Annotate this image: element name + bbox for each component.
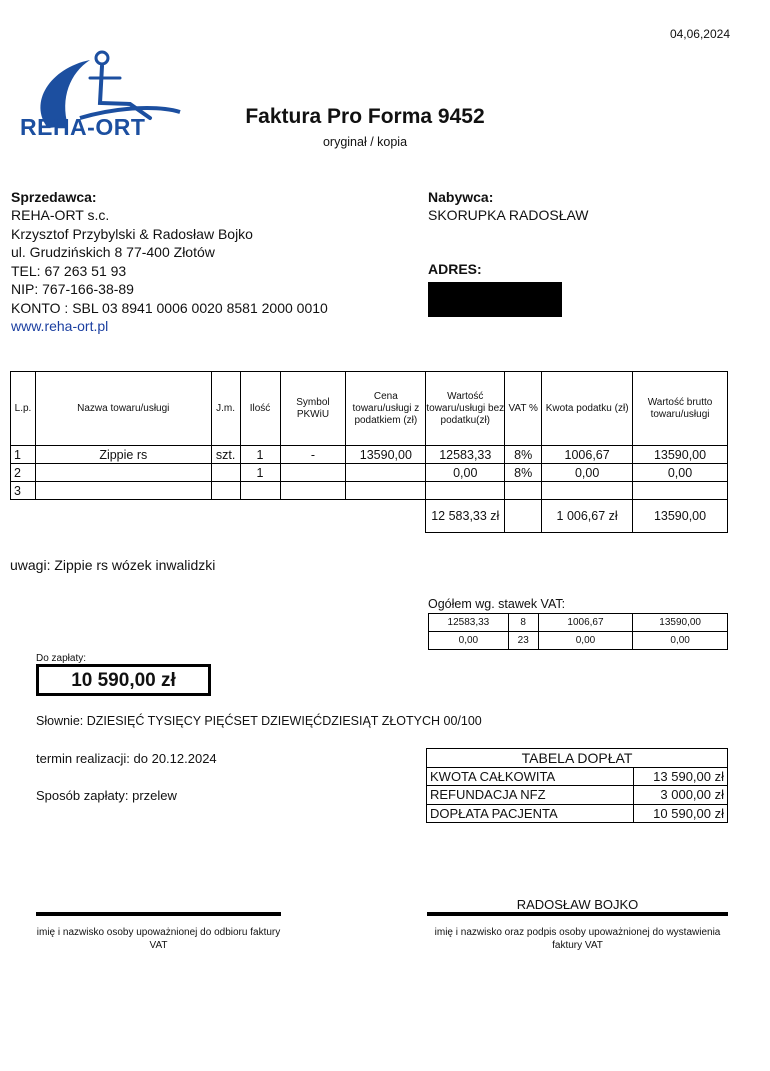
table-cell: 12583,33 <box>429 614 509 632</box>
table-cell: 0,00 <box>538 632 633 650</box>
table-cell: REFUNDACJA NFZ <box>427 786 634 805</box>
buyer-address-label: ADRES: <box>428 260 482 277</box>
logo-text: REHA-ORT <box>20 114 146 140</box>
vat-summary-table <box>428 613 728 650</box>
table-cell <box>505 482 542 500</box>
topup-title: TABELA DOPŁAT <box>427 749 728 768</box>
document-title: Faktura Pro Forma 9452 <box>245 105 485 128</box>
table-cell: 8 <box>508 614 538 632</box>
amount-in-words: Słownie: DZIESIĘĆ TYSIĘCY PIĘĆSET DZIEWIĘĆDZIESIĄT ZŁOTYCH 00/100 <box>36 714 482 728</box>
col-header: L.p. <box>11 372 36 446</box>
table-cell: 2 <box>11 464 36 482</box>
table-cell <box>240 482 280 500</box>
table-cell: 0,00 <box>633 632 728 650</box>
col-header: Kwota podatku (zł) <box>542 372 633 446</box>
redacted-address <box>428 282 562 317</box>
table-cell: 12583,33 <box>426 446 505 464</box>
issuer-signature-caption: imię i nazwisko oraz podpis osoby upoważnionej do wystawienia faktury VAT <box>434 927 721 951</box>
table-row <box>11 482 728 500</box>
col-header: Wartość towaru/usługi bez podatku(zł) <box>426 372 505 446</box>
table-row <box>11 464 728 482</box>
amount-due-value: 10 590,00 zł <box>36 664 211 696</box>
table-row <box>427 804 728 823</box>
table-cell: 23 <box>508 632 538 650</box>
total-tax: 1 006,67 zł <box>542 500 633 533</box>
col-header: Wartość brutto towaru/usługi <box>633 372 728 446</box>
table-cell <box>280 482 346 500</box>
blank-cell <box>505 500 542 533</box>
table-cell: 10 590,00 zł <box>634 804 728 823</box>
payment-method: Sposób zapłaty: przelew <box>36 788 177 803</box>
col-header: VAT % <box>505 372 542 446</box>
seller-block <box>11 189 411 336</box>
table-cell: 3 <box>11 482 36 500</box>
topup-header-row <box>427 749 728 768</box>
topup-table <box>426 748 728 823</box>
items-header-row <box>11 372 728 446</box>
seller-website-link[interactable]: www.reha-ort.pl <box>11 318 109 334</box>
table-cell <box>35 482 211 500</box>
amount-due-label: Do zapłaty: <box>36 653 87 664</box>
table-cell <box>211 482 240 500</box>
table-cell: 1 <box>240 464 280 482</box>
col-header: Cena towaru/usługi z podatkiem (zł) <box>346 372 426 446</box>
col-header: J.m. <box>211 372 240 446</box>
table-cell <box>346 482 426 500</box>
col-header: Nazwa towaru/usługi <box>35 372 211 446</box>
table-cell: 0,00 <box>633 464 728 482</box>
seller-line: KONTO : SBL 03 8941 0006 0020 8581 2000 0010 <box>11 299 328 316</box>
table-cell <box>280 464 346 482</box>
issuer-signature-line <box>427 912 728 916</box>
table-cell: 1006,67 <box>542 446 633 464</box>
table-cell: KWOTA CAŁKOWITA <box>427 767 634 786</box>
buyer-name: SKORUPKA RADOSŁAW <box>428 207 589 223</box>
table-cell <box>35 464 211 482</box>
issuer-name: RADOSŁAW BOJKO <box>516 897 639 912</box>
table-cell: 3 000,00 zł <box>634 786 728 805</box>
table-cell: 1 <box>11 446 36 464</box>
table-cell <box>211 464 240 482</box>
delivery-term: termin realizacji: do 20.12.2024 <box>36 751 217 766</box>
table-cell: 0,00 <box>429 632 509 650</box>
table-cell <box>426 482 505 500</box>
notes: uwagi: Zippie rs wózek inwalidzki <box>10 557 216 573</box>
seller-label: Sprzedawca: <box>11 189 97 205</box>
table-cell <box>542 482 633 500</box>
blank-cell <box>11 500 426 533</box>
seller-line: ul. Grudzińskich 8 77-400 Złotów <box>11 244 215 260</box>
seller-line: NIP: 767-166-38-89 <box>11 281 134 297</box>
col-header: Ilość <box>240 372 280 446</box>
table-cell: 8% <box>505 464 542 482</box>
table-cell: 13590,00 <box>633 614 728 632</box>
table-cell <box>346 464 426 482</box>
table-cell: 0,00 <box>542 464 633 482</box>
table-cell: - <box>280 446 346 464</box>
table-cell: 13590,00 <box>346 446 426 464</box>
invoice-date: 04,06,2024 <box>669 27 730 41</box>
total-net: 12 583,33 zł <box>426 500 505 533</box>
table-row <box>429 632 728 650</box>
totals-row <box>11 500 728 533</box>
table-row <box>427 786 728 805</box>
table-cell: 1006,67 <box>538 614 633 632</box>
table-cell: DOPŁATA PACJENTA <box>427 804 634 823</box>
receiver-signature-caption: imię i nazwisko osoby upoważnionej do odbioru faktury VAT <box>36 927 281 951</box>
company-logo <box>20 48 210 143</box>
document-subtitle: oryginał / kopia <box>322 135 408 149</box>
seller-line: TEL: 67 263 51 93 <box>11 262 127 279</box>
table-cell: Zippie rs <box>35 446 211 464</box>
table-cell: 13590,00 <box>633 446 728 464</box>
seller-line: REHA-ORT s.c. <box>11 207 110 223</box>
receiver-signature-line <box>36 912 281 916</box>
table-cell: 13 590,00 zł <box>634 767 728 786</box>
table-row <box>429 614 728 632</box>
vat-summary-title: Ogółem wg. stawek VAT: <box>428 597 566 611</box>
total-gross: 13590,00 <box>633 500 728 533</box>
table-row <box>11 446 728 464</box>
table-cell: szt. <box>211 446 240 464</box>
table-cell <box>633 482 728 500</box>
buyer-label: Nabywca: <box>428 189 494 205</box>
items-table <box>10 371 728 533</box>
seller-line: Krzysztof Przybylski & Radosław Bojko <box>11 225 253 242</box>
table-cell: 1 <box>240 446 280 464</box>
buyer-block <box>428 189 728 277</box>
table-cell: 8% <box>505 446 542 464</box>
table-row <box>427 767 728 786</box>
col-header: Symbol PKWiU <box>280 372 346 446</box>
table-cell: 0,00 <box>426 464 505 482</box>
